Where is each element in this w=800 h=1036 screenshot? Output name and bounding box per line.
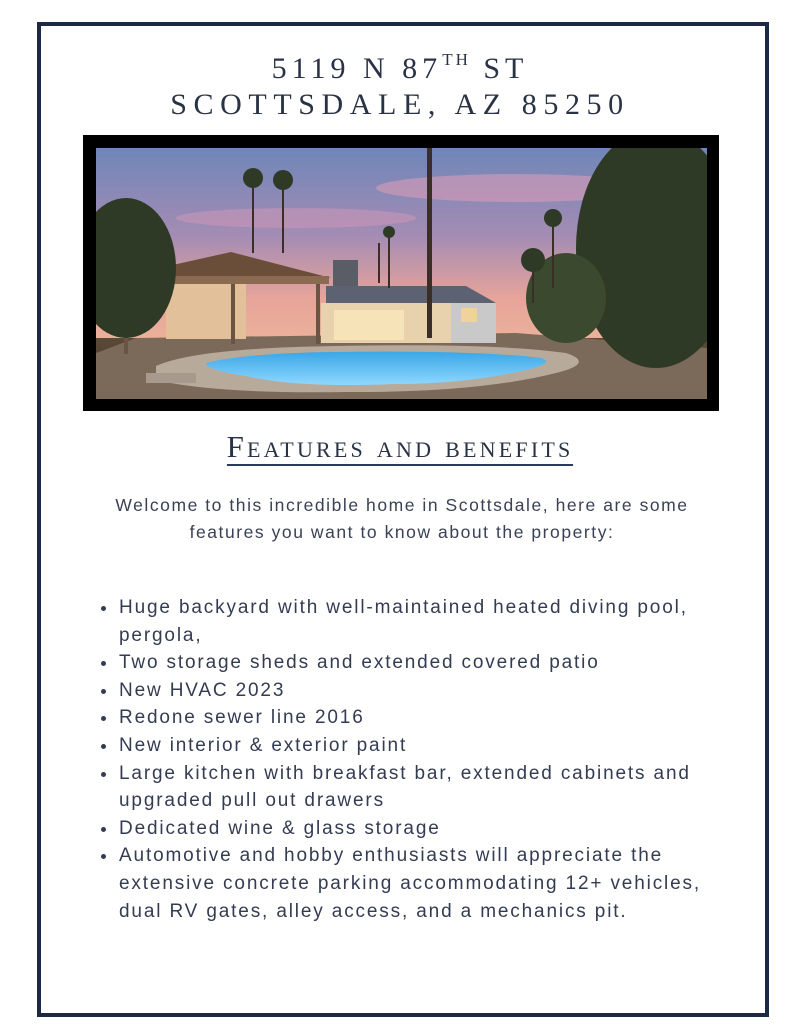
feature-item [99,815,719,843]
address-number: 5119 N 87 [271,52,443,85]
property-photo [96,148,707,399]
feature-text: Dedicated wine & glass storage [119,817,441,839]
feature-item [99,760,719,815]
address-line-1 [0,52,800,86]
feature-item [99,594,719,649]
feature-text: Large kitchen with breakfast bar, extended cabinets and upgraded pull out drawers [119,762,691,812]
bullet-icon [101,716,106,721]
feature-item [99,704,719,732]
feature-text: Redone sewer line 2016 [119,707,365,729]
address-line-2: SCOTTSDALE, AZ 85250 [170,88,630,121]
feature-item [99,677,719,705]
bullet-icon [101,854,106,859]
feature-text: New interior & exterior paint [119,734,408,756]
bullet-icon [101,689,106,694]
property-photo-frame [83,135,719,411]
feature-text: Two storage sheds and extended covered patio [119,652,600,674]
bullet-icon [101,827,106,832]
feature-item [99,842,719,925]
feature-item [99,649,719,677]
features-list [99,594,719,925]
intro-paragraph: Welcome to this incredible home in Scottsdale, here are some features you want to know about the property: [115,495,689,542]
address-ordinal-suffix: TH [442,50,471,69]
bullet-icon [101,772,106,777]
section-heading [0,430,800,466]
bullet-icon [101,744,106,749]
feature-text: New HVAC 2023 [119,679,286,701]
feature-item [99,732,719,760]
address-street-type: ST [470,52,529,85]
bullet-icon [101,661,106,666]
bullet-icon [101,606,106,611]
feature-text: Automotive and hobby enthusiasts will appreciate the extensive concrete parking accommodating 12+ vehicles, dual RV gates, alley access, and a mechanics pit. [119,845,702,922]
section-heading-text: Features and benefits [226,429,574,464]
feature-text: Huge backyard with well-maintained heated diving pool, pergola, [119,597,688,646]
